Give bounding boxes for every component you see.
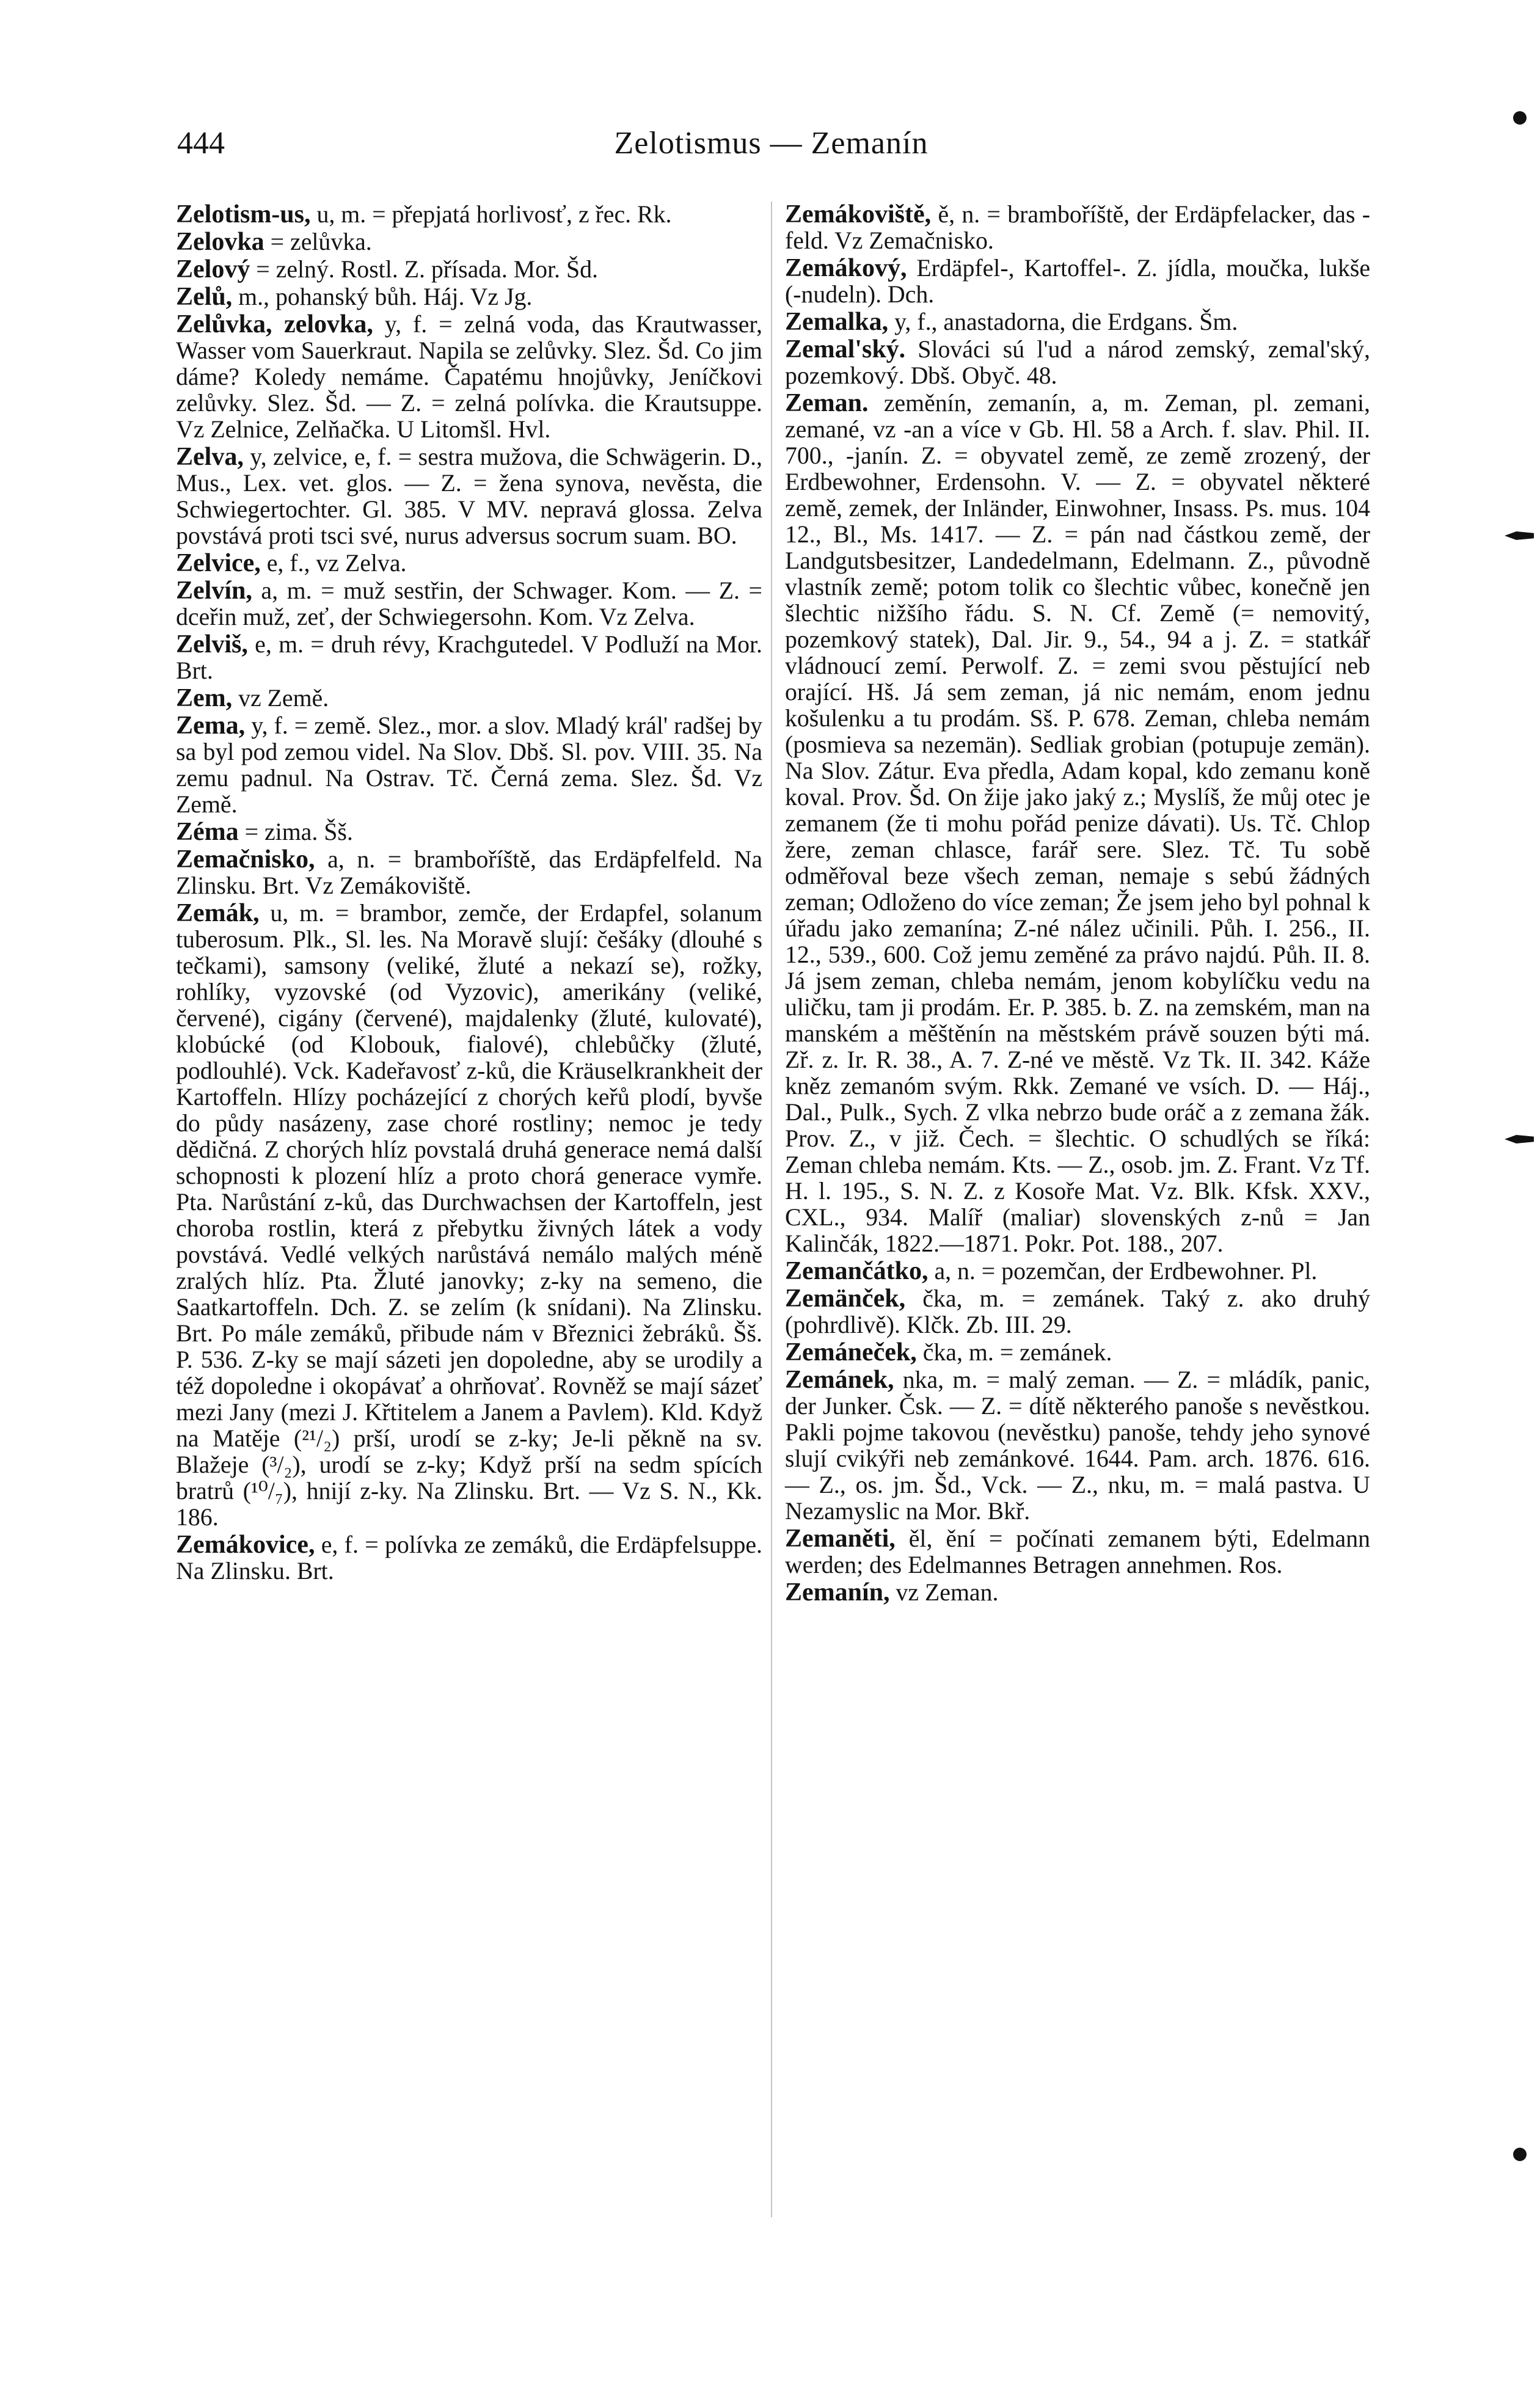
entry-headword: Zéma	[176, 818, 239, 846]
entry-text: ě, n. = bramboříště, der Erdäpfelacker, das -feld. Vz Zemačnisko.	[785, 201, 1370, 254]
entry-headword: Zemánek,	[785, 1366, 894, 1394]
entry-headword: Zemákový,	[785, 254, 907, 282]
entry-headword: Zelotism-us,	[176, 200, 311, 228]
dictionary-entry	[785, 1286, 1370, 1338]
entry-headword: Zemalka,	[785, 308, 889, 336]
entry-text: vz Země.	[232, 685, 329, 712]
edge-mark	[1513, 111, 1527, 125]
entry-headword: Zelový	[176, 255, 250, 283]
dictionary-entry	[785, 1258, 1370, 1285]
entry-headword: Zelovka	[176, 228, 265, 256]
entry-text: a, n. = bramboříště, das Erdäpfelfeld. Na Zlinsku. Brt. Vz Zemákoviště.	[176, 846, 762, 899]
entry-text: y, zelvice, e, f. = sestra mužova, die Schwägerin. D., Mus., Lex. vet. glos. — Z. = žena synova, nevěsta, die Schwiegertochter. Gl. 385. V MV. nepravá glossa. Zelva povstává proti tsci své, nurus adversus socrum suam. BO.	[176, 443, 762, 549]
dictionary-entry	[176, 550, 762, 577]
right-column	[785, 202, 1370, 1607]
entry-headword: Zemančátko,	[785, 1257, 929, 1285]
edge-mark	[1513, 2148, 1527, 2161]
entry-text: nka, m. = malý zeman. — Z. = mládík, panic, der Junker. Čsk. — Z. = dítě některého panoše s nevěstkou. Pakli pojme takovou (nevěstku) panoše, tehdy jeho synové slují cvikýři neb zemánkové. 1644. Pam. arch. 1876. 616. — Z., os. jm. Šd., Vck. — Z., nku, m. = malá pastva. U Nezamyslic na Mor. Bkř.	[785, 1366, 1370, 1525]
dictionary-entry	[176, 847, 762, 899]
dictionary-entry	[785, 337, 1370, 389]
dictionary-entry	[785, 1526, 1370, 1578]
dictionary-entry	[176, 229, 762, 255]
entry-text: y, f. = země. Slez., mor. a slov. Mladý král' radšej by sa byl pod zemou videl. Na Slov. Dbš. Sl. pov. VIII. 35. Na zemu padnul. Na Ostrav. Tč. Černá zema. Slez. Šd. Vz Země.	[176, 712, 762, 818]
entry-text: u, m. = brambor, zemče, der Erdapfel, solanum tuberosum. Plk., Sl. les. Na Moravě slují: češáky (dlouhé s tečkami), samsony (veliké, žluté a nekazí se), rožky, rohlíky, vyzovské (od Vyzovic), amerikány (veliké, červené), cigány (červené), majdalenky (žluté, kulovaté), klobúcké (od Klobouk, fialové), chlebůčky (žluté, podlouhlé). Vck. Kadeřavosť z-ků, die Kräuselkrankheit der Kartoffeln. Hlízy pocházející z chorých keřů plodí, byvše do půdy nasázeny, zase choré rostliny; nemoc je tedy dědičná. Z chorých hlíz povstalá druhá generace nemá další schopnosti k plození hlíz a proto chorá generace vymře. Pta. Narůstání z-ků, das Durchwachsen der Kartoffeln, jest choroba rostlin, která z přebytku živných látek a vody povstává. Vedlé velkých narůstává nemálo malých méně zralých hlíz. Pta. Žluté janovky; z-ky na semeno, die Saatkartoffeln. Dch. Z. se zelím (k snídani). Na Zlinsku. Brt. Po mále zemáků, přibude nám v Březnici žebráků. Šš. P. 536. Z-ky se mají sázeti jen dopoledne, aby se urodily a též dopoledne i okopávať a ohrňovať. Rovněž se mají sázeť mezi Jany (mezi J. Křtitelem a Janem a Pavlem). Kld. Když na Matěje (²¹/₂) prší, urodí se z-ky; Je-li pěkně na sv. Blažeje (³/₂), urodí se z-ky; Když prší na sedm spících bratrů (¹⁰/₇), hnijí z-ky. Na Zlinsku. Brt. — Vz S. N., Kk. 186.	[176, 900, 762, 1531]
entry-headword: Zelvín,	[176, 577, 252, 605]
left-column	[176, 202, 762, 1586]
entry-text: a, m. = muž sestřin, der Schwager. Kom. — Z. = dceřin muž, zeť, der Schwiegersohn. Kom. Vz Zelva.	[176, 577, 762, 630]
entry-headword: Zelvice,	[176, 549, 261, 577]
entry-text: e, f. = polívka ze zemáků, die Erdäpfelsuppe. Na Zlinsku. Brt.	[176, 1531, 762, 1584]
entry-text: y, f., anastadorna, die Erdgans. Šm.	[888, 308, 1238, 335]
dictionary-entry	[785, 390, 1370, 1257]
dictionary-entry	[176, 713, 762, 818]
entry-headword: Zelva,	[176, 443, 244, 471]
entry-text: e, f., vz Zelva.	[260, 550, 407, 577]
dictionary-entry	[176, 632, 762, 684]
entry-headword: Zemákoviště,	[785, 200, 932, 228]
dictionary-entry	[785, 255, 1370, 308]
dictionary-entry	[176, 257, 762, 283]
entry-text: y, f. = zelná voda, das Krautwasser, Wasser vom Sauerkraut. Napila se zelůvky. Slez. Šd. Co jim dáme? Koledy nemáme. Čapatému hnojůvky, Jeníčkovi zelůvky. Slez. Šd. — Z. = zelná polívka. die Krautsuppe. Vz Zelnice, Zelňačka. U Litomšl. Hvl.	[176, 311, 762, 443]
column-divider	[771, 202, 772, 2217]
entry-headword: Zelviš,	[176, 630, 248, 658]
dictionary-entry	[176, 578, 762, 630]
entry-headword: Zemákovice,	[176, 1531, 315, 1559]
edge-mark	[1505, 1135, 1534, 1143]
entry-headword: Zemaněti,	[785, 1525, 896, 1553]
dictionary-entry	[176, 900, 762, 1531]
entry-headword: Zemal'ský.	[785, 335, 906, 363]
dictionary-entry	[785, 309, 1370, 335]
entry-text: a, n. = pozemčan, der Erdbewohner. Pl.	[928, 1258, 1318, 1285]
entry-text: zeměnín, zemanín, a, m. Zeman, pl. zemani, zemané, vz -an a více v Gb. Hl. 58 a Arch. f. slav. Phil. II. 700., -janín. Z. = obyvatel země, ze země zrozený, der Erdbewohner, Erdensohn. V. — Z. = obyvatel některé země, zemek, der Inländer, Einwohner, Insass. Ps. mus. 104 12., Bl., Ms. 1417. — Z. = pán nad částkou země, der Landgutsbesitzer, Landedelmann, Edelmann. Z., původně vlastník země; potom tolik co šlechtic vůbec, konečně jen šlechtic nižšího řádu. S. N. Cf. Země (= nemovitý, pozemkový statek), Dal. Jir. 9., 54., 94 a j. Z. = statkář vládnoucí zemí. Perwolf. Z. = zemi svou pěstující neb orající. Hš. Já sem zeman, já nic nemám, enom jednu košulenku a tu prodám. Sš. P. 678. Zeman, chleba nemám (posmieva sa nezemän). Sedliak grobian (potupuje zemän). Na Slov. Zátur. Eva předla, Adam kopal, kdo zemanu koně koval. Prov. Šd. On žije jako jaký z.; Myslíš, že můj otec je zemanem (že ti mohu pořád penize dávati). Us. Tč. Chlop žere, zeman chlasce, farář sere. Slez. Tč. Tu sobě odměřoval beze všech zeman, nemaje s sebú žádných zeman; Odloženo do více zeman; Že jsem jeho byl pohnal k úřadu jako zemanína; Z-né nález učinili. Půh. I. 256., II. 12., 539., 600. Což jemu zeměné za právo najdú. Půh. II. 8. Já jsem zeman, chleba nemám, jenom kobylíčku vedu na uličku, tam ji prodám. Er. P. 385. b. Z. na zemském, man na manském a měštěnín na městském právě souzen býti má. Zř. z. Ir. R. 38., A. 7. Z-né ve městě. Vz Tk. II. 342. Káže kněz zemanóm svým. Rkk. Zemané ve vsích. D. — Háj., Dal., Pulk., Sych. Z vlka nebrzo bude oráč a z zemana žák. Prov. Z., v již. Čech. = šlechtic. O schudlých se říká: Zeman chleba nemám. Kts. — Z., osob. jm. Z. Frant. Vz Tf. H. l. 195., S. N. Z. z Kosoře Mat. Vz. Blk. Kfsk. XXV., CXL., 934. Malíř (maliar) slovenských z-nů = Jan Kalinčák, 1822.—1871. Pokr. Pot. 188., 207.	[785, 390, 1370, 1257]
entry-text: ěl, ění = počínati zemanem býti, Edelmann werden; des Edelmannes Betragen annehmen. Ros.	[785, 1525, 1370, 1578]
entry-headword: Zemanín,	[785, 1578, 890, 1606]
dictionary-entry	[785, 1580, 1370, 1606]
entry-text: = zima. Šš.	[238, 819, 353, 845]
dictionary-entry	[176, 1532, 762, 1584]
entry-text: Slováci sú l'ud a národ zemský, zemal'ský, pozemkový. Dbš. Obyč. 48.	[785, 336, 1370, 389]
entry-text: u, m. = přepjatá horlivosť, z řec. Rk.	[310, 201, 672, 228]
entry-headword: Zelůvka, zelovka,	[176, 310, 373, 338]
entry-headword: Zem,	[176, 684, 233, 712]
entry-text: vz Zeman.	[889, 1579, 999, 1606]
dictionary-entry	[176, 312, 762, 443]
dictionary-entry	[176, 444, 762, 549]
page-number: 444	[177, 126, 225, 161]
dictionary-entry	[176, 202, 762, 228]
edge-mark	[1505, 531, 1534, 540]
dictionary-entry	[785, 202, 1370, 254]
entry-headword: Zeman.	[785, 389, 869, 417]
dictionary-entry	[176, 685, 762, 712]
entry-text: čka, m. = zemánek. Taký z. ako druhý (pohrdlivě). Klčk. Zb. III. 29.	[785, 1285, 1370, 1338]
dictionary-entry	[785, 1367, 1370, 1525]
dictionary-entry	[176, 819, 762, 845]
page-header	[177, 125, 1365, 174]
entry-text: e, m. = druh révy, Krachgutedel. V Podluží na Mor. Brt.	[176, 631, 762, 684]
entry-headword: Zelů,	[176, 283, 233, 311]
entry-text: = zelůvka.	[264, 228, 372, 255]
dictionary-entry	[176, 284, 762, 310]
entry-headword: Zemänček,	[785, 1285, 906, 1313]
dictionary-entry	[785, 1340, 1370, 1366]
entry-headword: Zemáneček,	[785, 1338, 917, 1366]
entry-text: = zelný. Rostl. Z. přísada. Mor. Šd.	[250, 256, 598, 283]
entry-headword: Zemák,	[176, 899, 260, 927]
entry-text: Erdäpfel-, Kartoffel-. Z. jídla, moučka, lukše (-nudeln). Dch.	[785, 255, 1370, 308]
running-head: Zelotismus — Zemanín	[614, 126, 929, 161]
entry-headword: Zemačnisko,	[176, 845, 315, 873]
entry-text: m., pohanský bůh. Háj. Vz Jg.	[232, 283, 533, 310]
entry-text: čka, m. = zemánek.	[916, 1339, 1112, 1366]
entry-headword: Zema,	[176, 712, 246, 740]
